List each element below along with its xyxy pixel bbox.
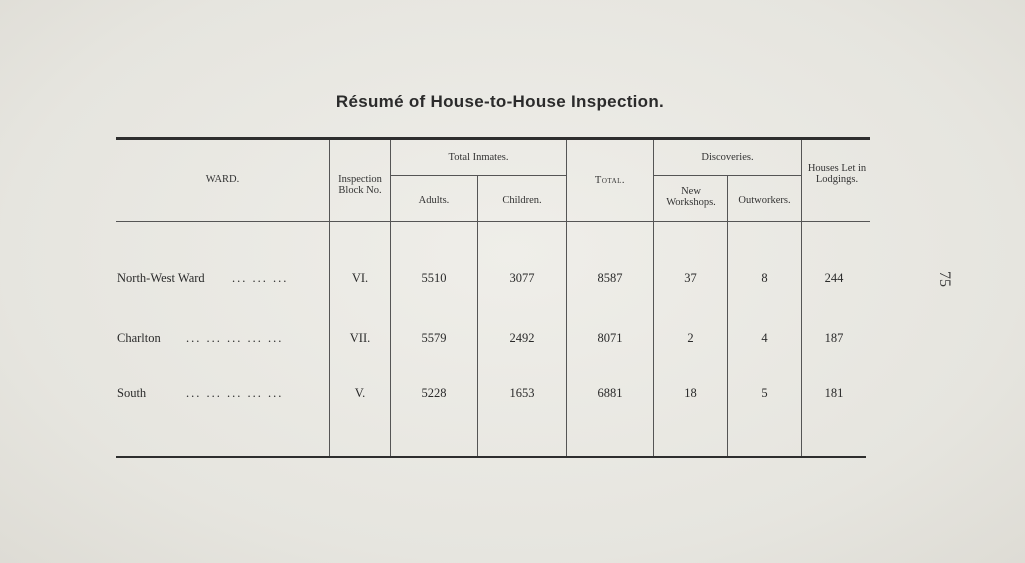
- row-outworkers: 5: [761, 386, 768, 400]
- row-ward: South: [117, 386, 147, 400]
- row-ward: North-West Ward: [117, 271, 205, 285]
- header-ward: WARD.: [205, 174, 240, 185]
- col-divider: [566, 140, 567, 456]
- header-inspection-block: Inspection Block No.: [338, 174, 382, 196]
- row-total: 6881: [597, 386, 623, 400]
- col-divider: [390, 140, 391, 456]
- row-ward: Charlton: [117, 331, 161, 345]
- row-children: 3077: [509, 271, 535, 285]
- col-divider: [653, 140, 654, 456]
- page-number: 75: [936, 271, 953, 287]
- row-block: V.: [354, 386, 366, 400]
- header-adults: Adults.: [418, 195, 450, 206]
- col-divider: [801, 140, 802, 456]
- table-bottom-rule: [116, 456, 866, 458]
- header-total: Total.: [594, 175, 626, 186]
- header-houses-let: Houses Let in Lodgings.: [807, 163, 867, 185]
- row-adults: 5579: [421, 331, 447, 345]
- header-new-workshops: New Workshops.: [666, 186, 716, 208]
- table-top-rule: [116, 137, 870, 140]
- header-children: Children.: [502, 195, 542, 206]
- row-adults: 5228: [421, 386, 447, 400]
- row-houses-let: 181: [824, 386, 844, 400]
- row-houses-let: 244: [824, 271, 844, 285]
- row-total: 8587: [597, 271, 623, 285]
- row-leader-dots: ... ... ... ... ...: [186, 386, 284, 400]
- row-outworkers: 4: [761, 331, 768, 345]
- row-new-workshops: 18: [684, 386, 697, 400]
- row-new-workshops: 2: [687, 331, 694, 345]
- row-outworkers: 8: [761, 271, 768, 285]
- header-outworkers: Outworkers.: [738, 195, 791, 206]
- col-divider: [727, 176, 728, 456]
- table-header-rule: [116, 221, 870, 222]
- row-adults: 5510: [421, 271, 447, 285]
- header-discoveries: Discoveries.: [701, 152, 754, 163]
- col-divider: [477, 176, 478, 456]
- row-children: 1653: [509, 386, 535, 400]
- row-leader-dots: ... ... ... ... ...: [186, 331, 284, 345]
- row-new-workshops: 37: [684, 271, 697, 285]
- row-block: VI.: [351, 271, 369, 285]
- row-block: VII.: [349, 331, 371, 345]
- row-houses-let: 187: [824, 331, 844, 345]
- inmates-sub-rule: [391, 175, 566, 176]
- row-children: 2492: [509, 331, 535, 345]
- header-total-inmates: Total Inmates.: [448, 152, 509, 163]
- page-title: Résumé of House-to-House Inspection.: [335, 92, 665, 111]
- row-leader-dots: ... ... ...: [232, 271, 289, 285]
- row-total: 8071: [597, 331, 623, 345]
- discoveries-sub-rule: [654, 175, 802, 176]
